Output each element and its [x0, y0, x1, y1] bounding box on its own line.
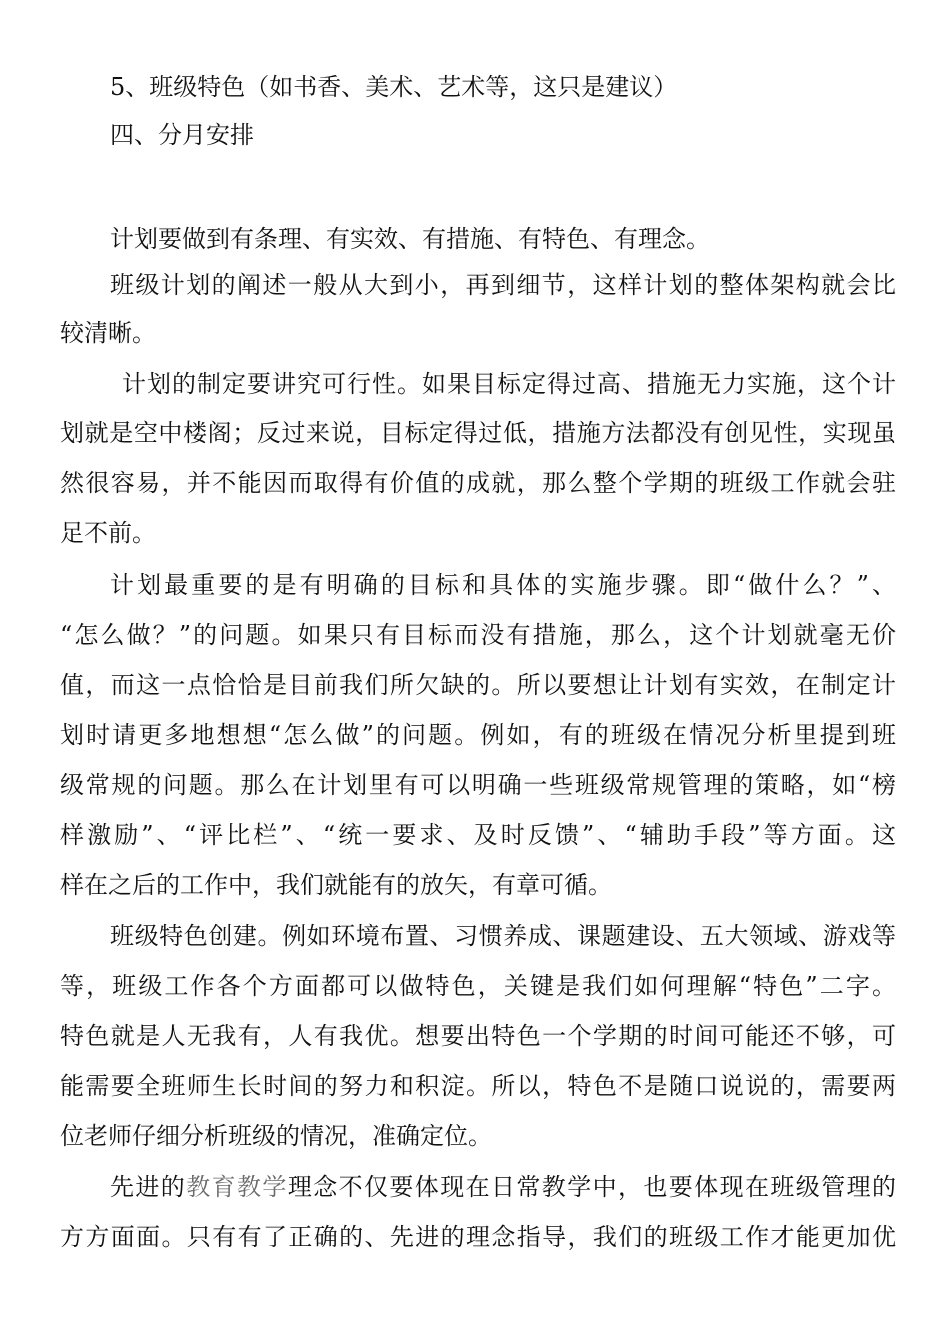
- paragraph-4-line-7: 样在之后的工作中，我们就能有的放矢，有章可循。: [60, 871, 612, 899]
- list-item-5: 5、班级特色（如书香、美术、艺术等，这只是建议）: [110, 73, 678, 101]
- section-heading-4: 四、分月安排: [110, 121, 254, 149]
- paragraph-3-line-1: 计划的制定要讲究可行性。如果目标定得过高、措施无力实施，这个计: [122, 370, 896, 398]
- paragraph-5-line-1: 班级特色创建。例如环境布置、习惯养成、课题建设、五大领域、游戏等: [110, 922, 896, 950]
- paragraph-4-line-3: 值，而这一点恰恰是目前我们所欠缺的。所以要想让计划有实效，在制定计: [60, 671, 896, 699]
- paragraph-5-line-4: 能需要全班师生长时间的努力和积淀。所以，特色不是随口说说的，需要两: [60, 1072, 896, 1100]
- paragraph-6-line-2: 方方面面。只有有了正确的、先进的理念指导，我们的班级工作才能更加优: [60, 1223, 896, 1251]
- paragraph-3-line-3: 然很容易，并不能因而取得有价值的成就，那么整个学期的班级工作就会驻: [60, 469, 896, 497]
- paragraph-6-line-1: [110, 1172, 896, 1202]
- paragraph-2-line-2: 较清晰。: [60, 319, 156, 347]
- paragraph-1-line-1: 计划要做到有条理、有实效、有措施、有特色、有理念。: [110, 225, 710, 253]
- paragraph-4-line-6: 样激励”、“评比栏”、“统一要求、及时反馈”、“辅助手段”等方面。这: [60, 821, 896, 849]
- paragraph-5-line-2: 等，班级工作各个方面都可以做特色，关键是我们如何理解“特色”二字。: [60, 972, 896, 1000]
- paragraph-5-line-3: 特色就是人无我有，人有我优。想要出特色一个学期的时间可能还不够，可: [60, 1022, 896, 1050]
- paragraph-4-line-4: 划时请更多地想想“怎么做”的问题。例如，有的班级在情况分析里提到班: [60, 721, 896, 749]
- paragraph-4-line-5: 级常规的问题。那么在计划里有可以明确一些班级常规管理的策略，如“榜: [60, 771, 896, 799]
- paragraph-3-line-4: 足不前。: [60, 519, 156, 547]
- paragraph-6-intro-end: 理念不仅要体现在日常教学中，也要体现在班级管理的: [287, 1173, 897, 1201]
- paragraph-3-line-2: 划就是空中楼阁；反过来说，目标定得过低，措施方法都没有创见性，实现虽: [60, 419, 896, 447]
- paragraph-4-line-2: “怎么做？”的问题。如果只有目标而没有措施，那么，这个计划就毫无价: [60, 621, 896, 649]
- paragraph-6-intro-start: 先进的: [110, 1173, 187, 1201]
- paragraph-2-line-1: 班级计划的阐述一般从大到小，再到细节，这样计划的整体架构就会比: [110, 271, 896, 299]
- paragraph-5-line-5: 位老师仔细分析班级的情况，准确定位。: [60, 1122, 492, 1150]
- link-education-teaching[interactable]: 教育教学: [186, 1173, 288, 1201]
- paragraph-4-line-1: 计划最重要的是有明确的目标和具体的实施步骤。即“做什么？”、: [110, 571, 896, 599]
